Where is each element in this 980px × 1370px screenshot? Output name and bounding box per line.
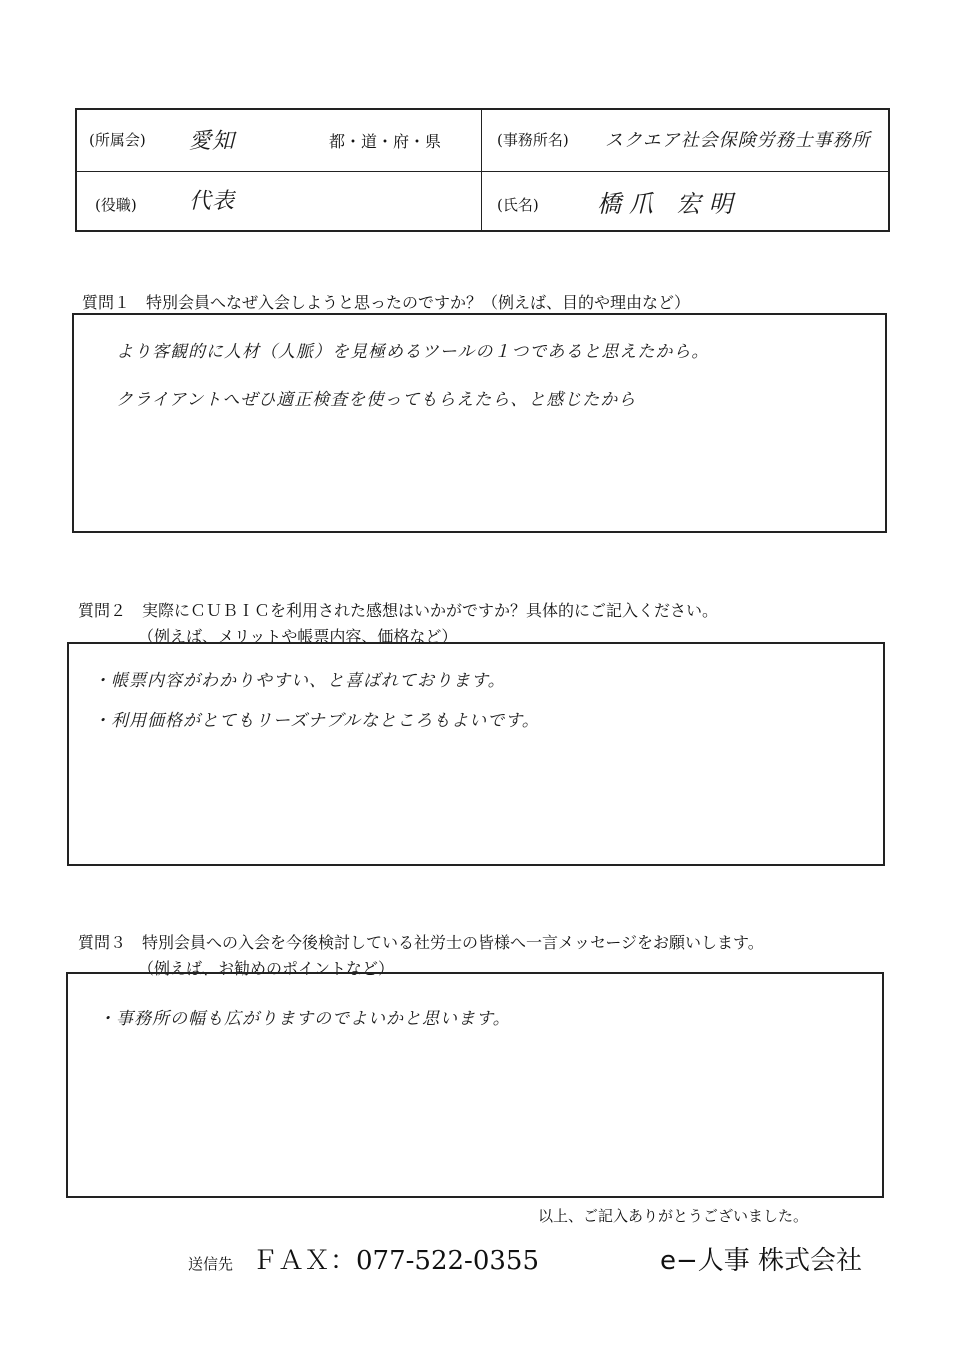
affiliation-value: 愛知 <box>189 129 236 154</box>
profile-table <box>75 108 890 232</box>
q1-answer-line-2: クライアントへぜひ適正検査を使ってもらえたら、と感じたから <box>116 390 637 410</box>
fax-number: ＦＡＸ：077-522-0355 <box>252 1246 539 1276</box>
thanks-note: 以上、ご記入ありがとうございました。 <box>538 1207 809 1225</box>
q2-title: 質問２ 実際にＣＵＢＩＣを利用された感想はいかがですか？具体的にご記入ください。 <box>78 601 719 620</box>
q1-title: 質問１ 特別会員へなぜ入会しようと思ったのですか？（例えば、目的や理由など） <box>82 293 691 312</box>
send-to-label: 送信先 <box>188 1255 234 1273</box>
prefecture-options: 都・道・府・県 <box>329 132 442 151</box>
affiliation-label: (所属会) <box>89 131 146 149</box>
q3-subtitle: （例えば、お勧めのポイントなど） <box>138 959 395 978</box>
company-name: e−人事 株式会社 <box>660 1246 863 1276</box>
q2-answer-line-1: ・帳票内容がわかりやすい、と喜ばれております。 <box>93 671 506 691</box>
q3-answer-box <box>66 972 884 1198</box>
profile-divider <box>481 110 482 230</box>
name-label: (氏名) <box>497 196 539 214</box>
position-label: (役職) <box>95 196 137 214</box>
q3-answer-line-1: ・事務所の幅も広がりますのでよいかと思います。 <box>98 1009 511 1029</box>
q1-answer-line-1: より客観的に人材（人脈）を見極めるツールの１つであると思えたから。 <box>116 342 710 362</box>
profile-row-affiliation <box>77 110 888 172</box>
profile-row-name <box>77 172 888 233</box>
position-value: 代表 <box>189 189 236 214</box>
name-value: 橋爪 宏明 <box>597 190 741 218</box>
q2-answer-box <box>67 642 885 866</box>
q1-answer-box <box>72 313 887 533</box>
q2-subtitle: （例えば、メリットや帳票内容、価格など） <box>138 627 458 646</box>
q2-answer-line-2: ・利用価格がとてもリーズナブルなところもよいです。 <box>93 711 540 731</box>
q3-title: 質問３ 特別会員への入会を今後検討している社労士の皆様へ一言メッセージをお願いします。 <box>78 933 764 952</box>
office-value: スクエア社会保険労務士事務所 <box>605 130 871 151</box>
office-label: (事務所名) <box>497 131 569 149</box>
